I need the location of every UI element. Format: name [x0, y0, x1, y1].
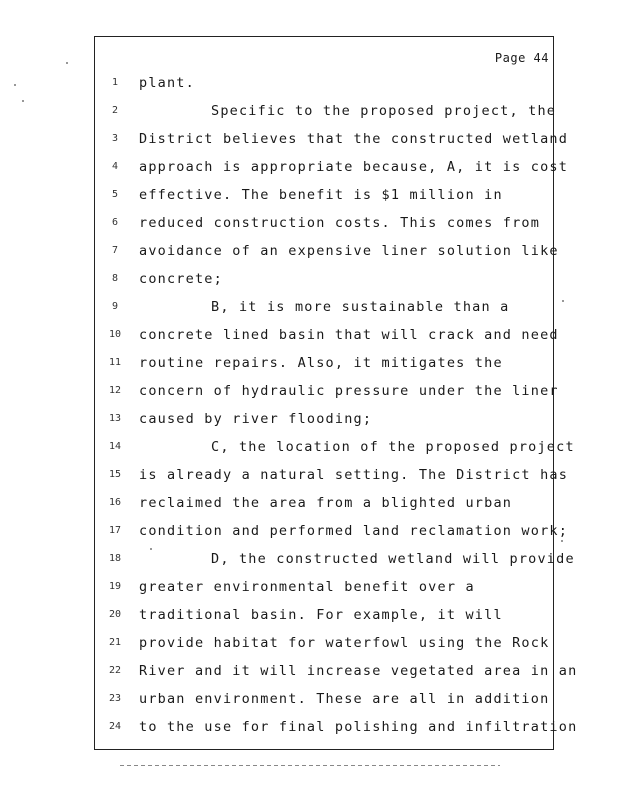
- page-number: Page 44: [494, 51, 549, 65]
- line-number: 24: [108, 721, 122, 732]
- transcript-line: concrete;: [139, 271, 223, 287]
- transcript-line: routine repairs. Also, it mitigates the: [139, 355, 503, 371]
- line-number: 16: [108, 497, 122, 508]
- line-number: 20: [108, 609, 122, 620]
- transcript-line: reclaimed the area from a blighted urban: [139, 495, 513, 511]
- transcript-line: concern of hydraulic pressure under the liner: [139, 383, 559, 399]
- line-number: 1: [111, 77, 119, 88]
- line-number: 11: [108, 357, 122, 368]
- line-number: 8: [111, 273, 119, 284]
- line-number: 2: [111, 105, 119, 116]
- transcript-line: is already a natural setting. The District has: [139, 467, 569, 483]
- transcript-line: greater environmental benefit over a: [139, 579, 475, 595]
- transcript-page-frame: [94, 36, 578, 750]
- transcript-line: avoidance of an expensive liner solution like: [139, 243, 559, 259]
- line-number: 13: [108, 413, 122, 424]
- scan-speck: [14, 84, 16, 86]
- line-number: 10: [108, 329, 122, 340]
- line-number: 12: [108, 385, 122, 396]
- transcript-line: effective. The benefit is $1 million in: [139, 187, 503, 203]
- transcript-line: traditional basin. For example, it will: [139, 607, 503, 623]
- line-number: 4: [111, 161, 119, 172]
- line-number: 3: [111, 133, 119, 144]
- line-number: 22: [108, 665, 122, 676]
- line-number: 21: [108, 637, 122, 648]
- line-number: 17: [108, 525, 122, 536]
- scan-speck: [66, 62, 68, 64]
- scan-speck: [150, 548, 152, 550]
- transcript-line: provide habitat for waterfowl using the Rock: [139, 635, 550, 651]
- line-number: 19: [108, 581, 122, 592]
- transcript-line: D, the constructed wetland will provide: [211, 551, 575, 567]
- line-number: 18: [108, 553, 122, 564]
- scan-speck: [561, 540, 563, 542]
- line-number: 14: [108, 441, 122, 452]
- transcript-line: plant.: [139, 75, 195, 91]
- line-number: 9: [111, 301, 119, 312]
- transcript-line: reduced construction costs. This comes from: [139, 215, 541, 231]
- line-number-column: [95, 37, 135, 749]
- transcript-line: approach is appropriate because, A, it is cost: [139, 159, 569, 175]
- transcript-line: C, the location of the proposed project: [211, 439, 575, 455]
- line-number: 5: [111, 189, 119, 200]
- transcript-line: concrete lined basin that will crack and need: [139, 327, 559, 343]
- transcript-line: B, it is more sustainable than a: [211, 299, 510, 315]
- scan-speck: [22, 100, 24, 102]
- scan-artifact-rule: [120, 765, 500, 766]
- transcript-line: condition and performed land reclamation work;: [139, 523, 569, 539]
- transcript-line: to the use for final polishing and infiltration: [139, 719, 578, 735]
- transcript-line: District believes that the constructed wetland: [139, 131, 569, 147]
- line-number: 15: [108, 469, 122, 480]
- transcript-line: caused by river flooding;: [139, 411, 373, 427]
- transcript-line: Specific to the proposed project, the: [211, 103, 557, 119]
- transcript-line: urban environment. These are all in addition: [139, 691, 550, 707]
- scan-speck: [562, 300, 564, 302]
- line-number: 23: [108, 693, 122, 704]
- line-number: 6: [111, 217, 119, 228]
- line-number: 7: [111, 245, 119, 256]
- transcript-line: River and it will increase vegetated area in an: [139, 663, 578, 679]
